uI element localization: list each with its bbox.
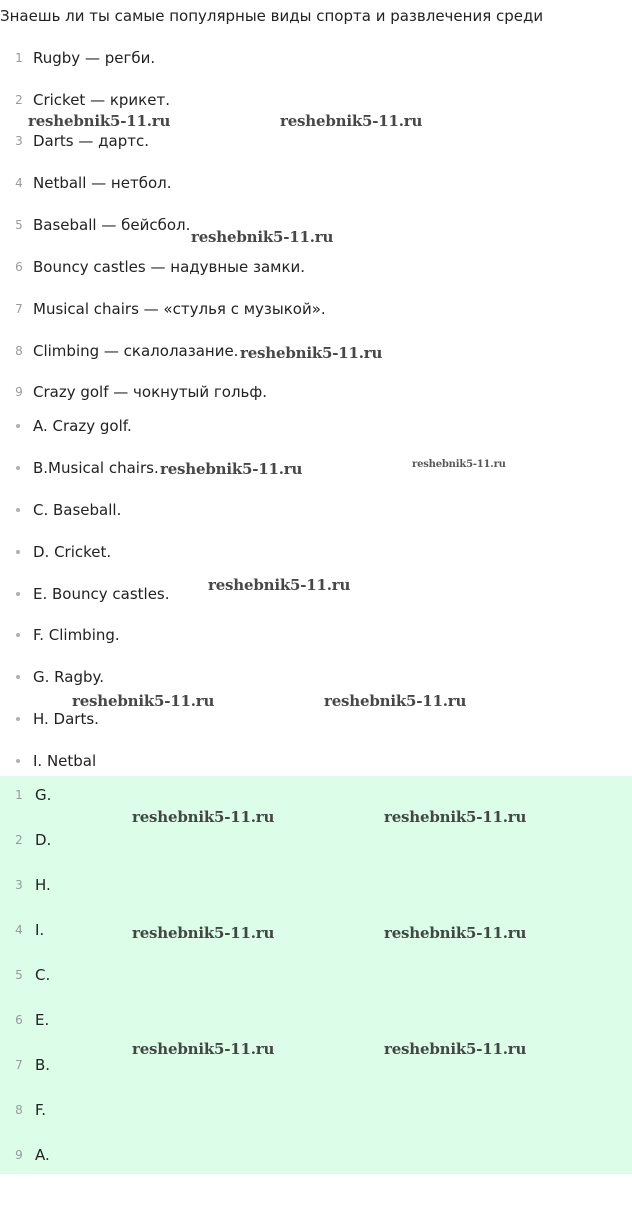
watermark: reshebnik5-11.ru: [132, 924, 275, 942]
item-number: 2: [15, 93, 23, 107]
answer-text: H.: [35, 876, 51, 894]
watermark: reshebnik5-11.ru: [384, 808, 527, 826]
option-text: C. Baseball.: [33, 501, 122, 519]
watermark: reshebnik5-11.ru: [384, 924, 527, 942]
bullet-icon: [16, 759, 20, 763]
page-heading: Знаешь ли ты самые популярные виды спорта и развлечения среди: [0, 7, 544, 25]
answer-number: 8: [15, 1103, 23, 1117]
option-text: A. Crazy golf.: [33, 417, 132, 435]
item-text: Baseball — бейсбол.: [33, 216, 191, 234]
item-number: 5: [15, 218, 23, 232]
watermark: reshebnik5-11.ru: [412, 459, 506, 470]
watermark: reshebnik5-11.ru: [280, 112, 423, 130]
answer-number: 1: [15, 788, 23, 802]
answer-number: 7: [15, 1058, 23, 1072]
item-text: Musical chairs — «стулья с музыкой».: [33, 300, 326, 318]
option-text: G. Ragby.: [33, 668, 104, 686]
watermark: reshebnik5-11.ru: [240, 344, 383, 362]
answers-block: [0, 776, 632, 1174]
watermark: reshebnik5-11.ru: [191, 228, 334, 246]
item-number: 3: [15, 134, 23, 148]
item-text: Rugby — регби.: [33, 49, 156, 67]
answer-number: 2: [15, 833, 23, 847]
watermark: reshebnik5-11.ru: [132, 1040, 275, 1058]
option-text: H. Darts.: [33, 710, 99, 728]
answer-text: F.: [35, 1101, 46, 1119]
bullet-icon: [16, 717, 20, 721]
answer-number: 4: [15, 923, 23, 937]
bullet-icon: [16, 633, 20, 637]
option-text: E. Bouncy castles.: [33, 585, 170, 603]
item-number: 9: [15, 385, 23, 399]
answer-text: C.: [35, 966, 51, 984]
item-text: Darts — дартс.: [33, 132, 149, 150]
item-number: 6: [15, 260, 23, 274]
item-text: Bouncy castles — надувные замки.: [33, 258, 306, 276]
watermark: reshebnik5-11.ru: [72, 692, 215, 710]
watermark: reshebnik5-11.ru: [28, 112, 171, 130]
bullet-icon: [16, 466, 20, 470]
answer-number: 6: [15, 1013, 23, 1027]
watermark: reshebnik5-11.ru: [208, 576, 351, 594]
bullet-icon: [16, 424, 20, 428]
answer-number: 5: [15, 968, 23, 982]
item-text: Netball — нетбол.: [33, 174, 172, 192]
item-number: 8: [15, 344, 23, 358]
answer-text: E.: [35, 1011, 50, 1029]
item-number: 4: [15, 176, 23, 190]
answer-text: G.: [35, 786, 52, 804]
option-text: D. Cricket.: [33, 543, 112, 561]
answer-text: B.: [35, 1056, 51, 1074]
bullet-icon: [16, 592, 20, 596]
item-text: Climbing — скалолазание.: [33, 342, 239, 360]
item-number: 1: [15, 51, 23, 65]
answer-text: A.: [35, 1146, 50, 1164]
item-number: 7: [15, 302, 23, 316]
answer-number: 9: [15, 1148, 23, 1162]
bullet-icon: [16, 550, 20, 554]
option-text: F. Climbing.: [33, 626, 120, 644]
answer-text: I.: [35, 921, 45, 939]
item-text: Crazy golf — чокнутый гольф.: [33, 383, 267, 401]
item-text: Cricket — крикет.: [33, 91, 170, 109]
watermark: reshebnik5-11.ru: [384, 1040, 527, 1058]
bullet-icon: [16, 508, 20, 512]
watermark: reshebnik5-11.ru: [324, 692, 467, 710]
bullet-icon: [16, 675, 20, 679]
watermark: reshebnik5-11.ru: [132, 808, 275, 826]
answer-number: 3: [15, 878, 23, 892]
answer-text: D.: [35, 831, 52, 849]
watermark: reshebnik5-11.ru: [160, 460, 303, 478]
option-text: I. Netbal: [33, 752, 97, 770]
option-text: B.Musical chairs.: [33, 459, 159, 477]
